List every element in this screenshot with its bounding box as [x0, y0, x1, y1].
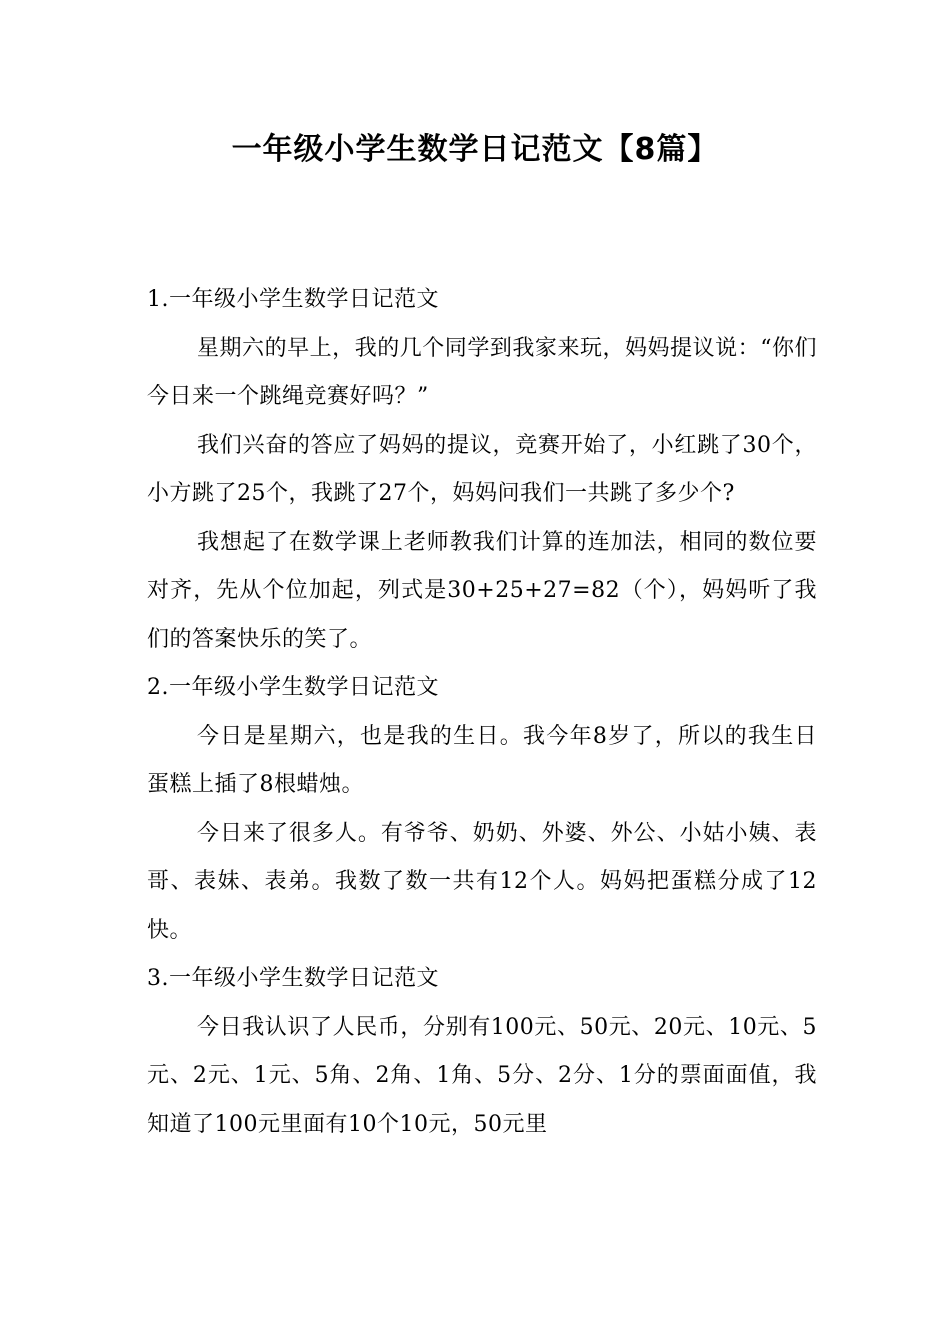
paragraph: 我们兴奋的答应了妈妈的提议，竞赛开始了，小红跳了30个，小方跳了25个，我跳了27个，妈妈问我们一共跳了多少个?: [147, 432, 817, 506]
section-heading: 1.一年级小学生数学日记范文: [147, 287, 439, 312]
paragraph: 今日来了很多人。有爷爷、奶奶、外婆、外公、小姑小姨、表哥、表妹、表弟。我数了数一共有12个人。妈妈把蛋糕分成了12快。: [147, 820, 817, 943]
document-body: [147, 276, 817, 1149]
paragraph: 星期六的早上，我的几个同学到我家来玩，妈妈提议说：“你们今日来一个跳绳竞赛好吗？”: [147, 335, 817, 409]
paragraph: 我想起了在数学课上老师教我们计算的连加法，相同的数位要对齐，先从个位加起，列式是30+25+27=82（个），妈妈听了我们的答案快乐的笑了。: [147, 529, 817, 652]
document-title: 一年级小学生数学日记范文【8篇】: [231, 132, 719, 167]
section-2: [147, 664, 817, 955]
section-1: [147, 276, 817, 664]
section-heading: 2.一年级小学生数学日记范文: [147, 675, 439, 700]
section-heading: 3.一年级小学生数学日记范文: [147, 966, 439, 991]
section-3: [147, 955, 817, 1149]
paragraph: 今日我认识了人民币，分别有100元、50元、20元、10元、5元、2元、1元、5角、2角、1角、5分、2分、1分的票面面值，我知道了100元里面有10个10元，50元里: [147, 1014, 817, 1137]
paragraph: 今日是星期六，也是我的生日。我今年8岁了，所以的我生日蛋糕上插了8根蜡烛。: [147, 723, 817, 797]
